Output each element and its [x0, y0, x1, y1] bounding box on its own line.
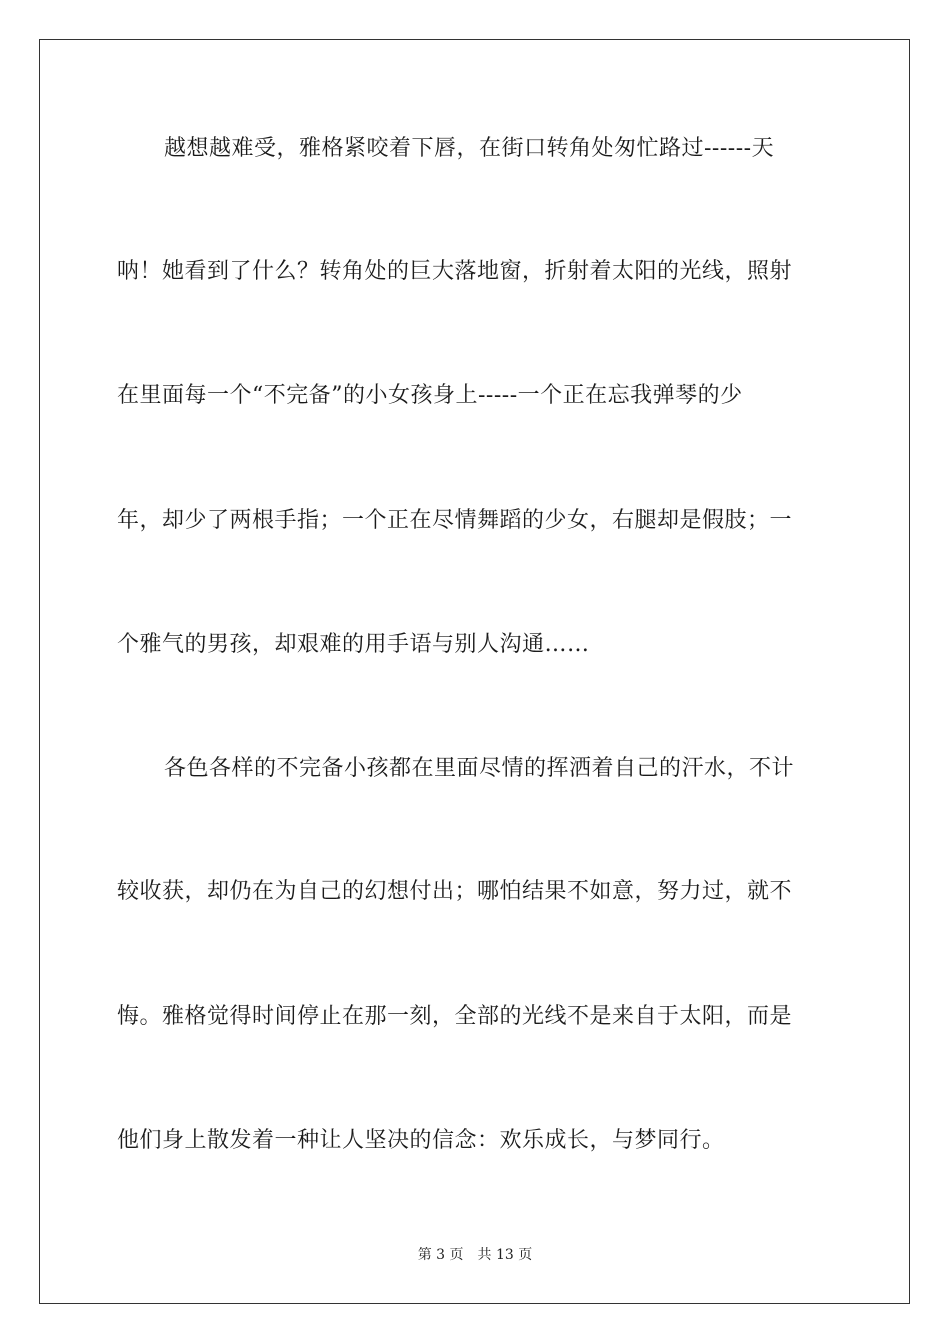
paragraph-1-line-3: 在里面每一个“不完备”的小女孩身上-----一个正在忘我弹琴的少 — [117, 383, 743, 408]
paragraph-1-line-4: 年，却少了两根手指；一个正在尽情舞蹈的少女，右腿却是假肢；一 — [117, 508, 793, 533]
page-number: 第 3 页 — [417, 1247, 464, 1263]
page-footer — [0, 1245, 950, 1265]
page-total: 共 13 页 — [477, 1247, 533, 1263]
paragraph-1-line-5: 个雅气的男孩，却艰难的用手语与别人沟通…… — [117, 632, 590, 657]
paragraph-2-line-2: 较收获，却仍在为自己的幻想付出；哪怕结果不如意，努力过，就不 — [117, 879, 793, 904]
paragraph-2-line-1: 各色各样的不完备小孩都在里面尽情的挥洒着自己的汗水，不计 — [164, 756, 795, 781]
paragraph-2-line-4: 他们身上散发着一种让人坚决的信念：欢乐成长，与梦同行。 — [117, 1128, 725, 1153]
page-frame — [39, 39, 910, 1304]
paragraph-2-line-3: 悔。雅格觉得时间停止在那一刻，全部的光线不是来自于太阳，而是 — [117, 1004, 793, 1029]
paragraph-1-line-1: 越想越难受，雅格紧咬着下唇，在街口转角处匆忙路过------天 — [164, 136, 775, 161]
paragraph-1-line-2: 呐！她看到了什么？转角处的巨大落地窗，折射着太阳的光线，照射 — [117, 259, 793, 284]
